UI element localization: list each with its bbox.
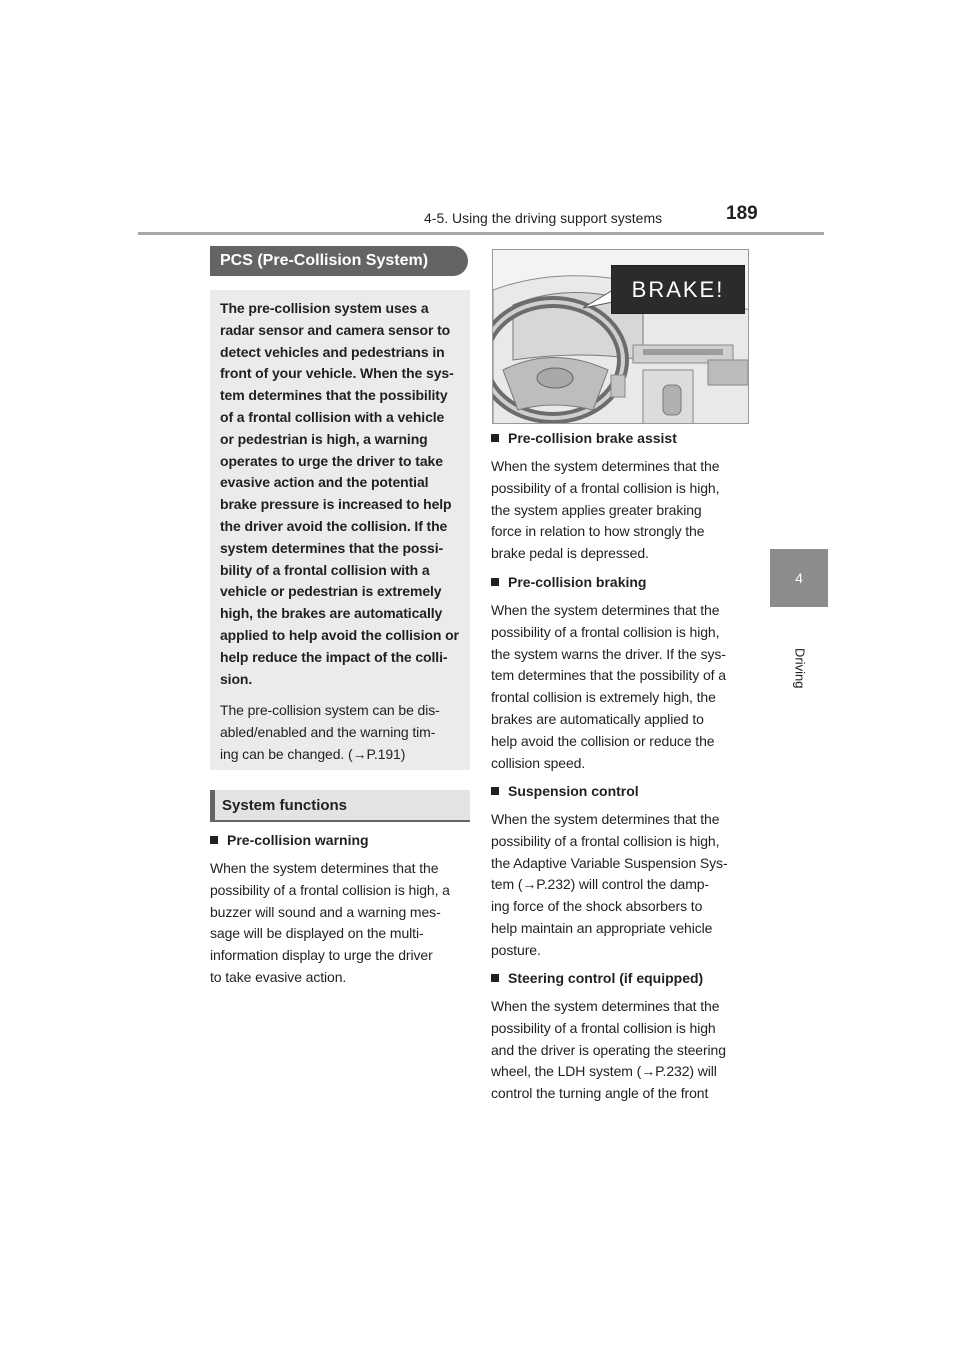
system-functions-heading: System functions xyxy=(210,790,470,822)
chapter-tab xyxy=(770,549,828,607)
text-line: collision speed. xyxy=(491,754,586,771)
page-number: 189 xyxy=(726,203,758,224)
text-line: When the system determines that the xyxy=(210,860,439,876)
text-line: ing can be changed. (→P.191) xyxy=(220,745,406,762)
text-line: tem (→P.232) will control the damp- xyxy=(491,876,709,893)
chapter-number: 4 xyxy=(795,570,803,586)
text-line: system determines that the possi- xyxy=(220,539,444,556)
text-line: and the driver is operating the steering xyxy=(491,1041,726,1058)
text-line: help reduce the impact of the colli- xyxy=(220,648,448,665)
text-line: vehicle or pedestrian is extremely xyxy=(220,583,442,600)
text-line: applied to help avoid the collision or xyxy=(220,626,459,643)
text-line: The pre-collision system can be dis- xyxy=(220,702,440,719)
square-bullet-icon xyxy=(491,787,499,795)
text-line: the system applies greater braking xyxy=(491,501,702,518)
pcs-title: PCS (Pre-Collision System) xyxy=(210,246,468,276)
text-line: When the system determines that the xyxy=(491,602,720,618)
text-line: posture. xyxy=(491,941,541,958)
text-line: force in relation to how strongly the xyxy=(491,523,705,540)
section-title: Steering control (if equipped) xyxy=(491,968,751,988)
text-line: control the turning angle of the front xyxy=(491,1085,709,1102)
text-line: ing force of the shock absorbers to xyxy=(491,898,703,915)
square-bullet-icon xyxy=(491,578,499,586)
section-body xyxy=(491,600,751,774)
square-bullet-icon xyxy=(210,836,218,844)
text-line: When the system determines that the xyxy=(491,998,720,1014)
header-rule xyxy=(138,232,824,235)
text-line: help avoid the collision or reduce the xyxy=(491,732,715,749)
text-line: When the system determines that the xyxy=(491,458,720,474)
square-bullet-icon xyxy=(491,974,499,982)
text-line: sage will be displayed on the multi- xyxy=(210,925,424,942)
intro-paragraph xyxy=(220,298,460,690)
intro-note xyxy=(220,700,460,765)
text-line: high, the brakes are automatically xyxy=(220,605,443,622)
text-line: possibility of a frontal collision is high, xyxy=(491,479,720,496)
section-steering xyxy=(491,968,751,1105)
section-warning xyxy=(210,830,472,989)
section-body xyxy=(491,809,751,962)
section-header: 4-5. Using the driving support systems xyxy=(424,210,663,226)
section-title: Pre-collision braking xyxy=(491,572,751,592)
text-line: the system warns the driver. If the sys- xyxy=(491,645,726,662)
text-line: operates to urge the driver to take xyxy=(220,452,443,469)
square-bullet-icon xyxy=(491,434,499,442)
section-braking xyxy=(491,572,751,774)
text-line: or pedestrian is high, a warning xyxy=(220,430,428,447)
text-line: the driver avoid the collision. If the xyxy=(220,517,448,534)
text-line: The pre-collision system uses a xyxy=(220,300,429,316)
text-line: evasive action and the potential xyxy=(220,474,429,491)
text-line: to take evasive action. xyxy=(210,968,347,985)
text-line: information display to urge the driver xyxy=(210,947,433,964)
text-line: tem determines that the possibility xyxy=(220,387,448,404)
text-line: brake pressure is increased to help xyxy=(220,496,452,513)
text-line: brake pedal is depressed. xyxy=(491,545,649,562)
dashboard-illustration xyxy=(492,249,749,424)
text-line: bility of a frontal collision with a xyxy=(220,561,430,578)
text-line: of a frontal collision with a vehicle xyxy=(220,408,445,425)
text-line: help maintain an appropriate vehicle xyxy=(491,919,713,936)
text-line: abled/enabled and the warning tim- xyxy=(220,724,436,741)
text-line: brakes are automatically applied to xyxy=(491,710,704,727)
section-body xyxy=(210,858,472,989)
section-body xyxy=(491,456,751,565)
text-line: wheel, the LDH system (→P.232) will xyxy=(491,1063,717,1080)
intro-box xyxy=(210,290,470,770)
section-title: Pre-collision brake assist xyxy=(491,428,751,448)
text-line: possibility of a frontal collision is high, a xyxy=(210,881,450,898)
text-line: buzzer will sound and a warning mes- xyxy=(210,903,441,920)
text-line: front of your vehicle. When the sys- xyxy=(220,365,454,382)
section-title: Pre-collision warning xyxy=(210,830,472,850)
chapter-label: Driving xyxy=(792,648,808,689)
text-line: detect vehicles and pedestrians in xyxy=(220,343,445,360)
section-suspension xyxy=(491,781,751,962)
section-title: Suspension control xyxy=(491,781,751,801)
brake-warning-display: BRAKE! xyxy=(611,265,745,314)
section-brake-assist xyxy=(491,428,751,565)
text-line: possibility of a frontal collision is high, xyxy=(491,832,720,849)
text-line: possibility of a frontal collision is high xyxy=(491,1019,716,1036)
text-line: tem determines that the possibility of a xyxy=(491,667,726,684)
text-line: the Adaptive Variable Suspension Sys- xyxy=(491,854,728,871)
text-line: frontal collision is extremely high, the xyxy=(491,689,716,706)
text-line: possibility of a frontal collision is high, xyxy=(491,623,720,640)
section-body xyxy=(491,996,751,1105)
text-line: When the system determines that the xyxy=(491,811,720,827)
text-line: sion. xyxy=(220,670,253,687)
text-line: radar sensor and camera sensor to xyxy=(220,321,451,338)
